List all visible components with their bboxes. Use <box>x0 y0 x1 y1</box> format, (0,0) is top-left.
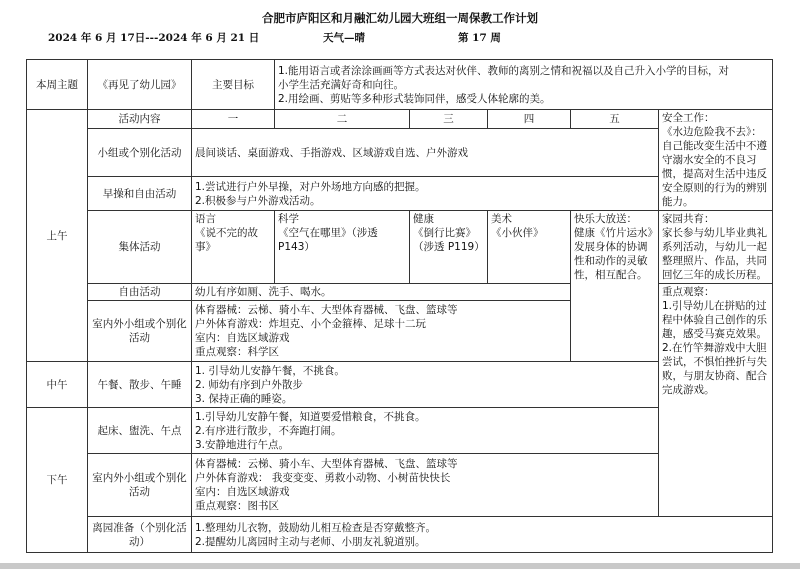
outdoor-line: 户外体育游戏： 我变变变、勇救小动物、小树苗快快长 <box>195 472 451 484</box>
small-group-content: 晨间谈话、桌面游戏、手指游戏、区域游戏自选、户外游戏 <box>192 129 659 177</box>
wake-line: 3.安静地进行午点。 <box>195 438 290 451</box>
exercise-content <box>192 177 659 211</box>
subject: 语言 <box>195 213 216 225</box>
outdoor-line: 室内：自选区域游戏 <box>195 486 290 498</box>
lesson-title: 《倒行比赛》 <box>413 227 476 239</box>
safety-cell <box>659 110 773 211</box>
free-row <box>27 284 773 301</box>
goal-line: 1.能用语言或者涂涂画画等方式表达对伙伴、教师的离别之情和祝福以及自己升入小学的目标，对 <box>278 64 730 77</box>
day-header: 三 <box>410 110 488 129</box>
goal-label: 主要目标 <box>192 60 275 110</box>
weekly-plan-table <box>26 59 773 553</box>
exercise-line: 2.积极参与户外游戏活动。 <box>195 194 321 207</box>
period-morning: 上午 <box>27 110 88 362</box>
day-header-row <box>27 110 773 129</box>
period-noon: 中午 <box>27 362 88 408</box>
day-header: 一 <box>192 110 275 129</box>
free-label: 自由活动 <box>88 284 192 301</box>
wake-line: 2.有序进行散步，不奔跑打闹。 <box>195 424 342 437</box>
afternoon-outdoor-label: 室内外小组或个别化活动 <box>88 454 192 517</box>
lesson-title: 《小伙伴》 <box>491 227 544 239</box>
outdoor-line: 室内：自选区域游戏 <box>195 332 290 344</box>
noon-line: 1. 引导幼儿安静午餐，不挑食。 <box>195 364 345 377</box>
exercise-line: 1.尝试进行户外早操，对户外场地方向感的把握。 <box>195 180 426 193</box>
outdoor-line: 重点观察：科学区 <box>195 346 279 358</box>
collective-label: 集体活动 <box>88 211 192 284</box>
period-afternoon: 下午 <box>27 408 88 553</box>
outdoor-line: 体育器械：云梯、骑小车、大型体育器械、飞盘、篮球等 <box>195 458 458 470</box>
outdoor-line: 体育器械：云梯、骑小车、大型体育器械、飞盘、篮球等 <box>195 304 458 316</box>
noon-label: 午餐、散步、午睡 <box>88 362 192 408</box>
observe-cell <box>659 284 773 517</box>
date-range: 2024 年 6 月 17日---2024 年 6 月 21 日 <box>48 32 260 44</box>
subject: 健康 <box>413 213 434 225</box>
free-content: 幼儿有序如厕、洗手、喝水。 <box>192 284 571 301</box>
activity-content-header: 活动内容 <box>88 110 192 129</box>
page-edge <box>0 563 800 569</box>
safety-text: 《水边危险我不去》：自己能改变生活中不遵守溺水安全的不良习惯，提高对生活中违反安全原则的行为的辨别能力。 <box>662 126 767 208</box>
collective-row <box>27 211 773 284</box>
subject: 美术 <box>491 213 512 225</box>
collective-wed <box>410 211 488 284</box>
weather: 天气—晴 <box>323 32 365 44</box>
morning-outdoor-label: 室内外小组或个别化活动 <box>88 301 192 362</box>
noon-content <box>192 362 659 408</box>
day-header: 五 <box>571 110 659 129</box>
wake-label: 起床、盥洗、午点 <box>88 408 192 454</box>
safety-title: 安全工作： <box>662 112 715 124</box>
outdoor-line: 重点观察：图书区 <box>195 500 279 512</box>
leave-content <box>192 517 773 553</box>
goal-line: 小学生活充满好奇和向往。 <box>278 78 404 91</box>
lesson-title: 《空气在哪里》（涉透 P143） <box>278 227 378 253</box>
small-group-label: 小组或个别化活动 <box>88 129 192 177</box>
observe-line: 1.引导幼儿在拼贴的过程中体验自己创作的乐趣，感受马赛克效果。 <box>662 300 767 340</box>
collective-thu <box>488 211 571 284</box>
noon-line: 2. 师幼有序到户外散步 <box>195 378 303 391</box>
afternoon-outdoor-content <box>192 454 659 517</box>
noon-line: 3. 保持正确的睡姿。 <box>195 392 293 405</box>
subject: 科学 <box>278 213 299 225</box>
leave-line: 1.整理幼儿衣物，鼓励幼儿相互检查是否穿戴整齐。 <box>195 521 437 534</box>
leave-label: 离园准备（个别化活动） <box>88 517 192 553</box>
lesson-ref: （涉透 P119） <box>413 241 485 253</box>
leave-line: 2.提醒幼儿离园时主动与老师、小朋友礼貌道别。 <box>195 535 426 548</box>
theme-value: 《再见了幼儿园》 <box>88 60 192 110</box>
day-header: 二 <box>275 110 410 129</box>
exercise-label: 早操和自由活动 <box>88 177 192 211</box>
week-number: 第 17 周 <box>458 32 501 44</box>
lesson-title: 《说不完的故事》 <box>195 227 258 253</box>
goal-line: 2.用绘画、剪贴等多种形式装饰同伴，感受人体轮廓的美。 <box>278 92 551 105</box>
day-header: 四 <box>488 110 571 129</box>
page-title: 合肥市庐阳区和月融汇幼儿园大班组一周保教工作计划 <box>262 11 538 25</box>
morning-outdoor-content <box>192 301 571 362</box>
lesson-goal: 发展身体的协调性和动作的灵敏性，相互配合。 <box>574 241 648 281</box>
family-title: 家园共育： <box>662 213 715 225</box>
wake-content <box>192 408 659 454</box>
wake-line: 1.引导幼儿安静午餐，知道要爱惜粮食，不挑食。 <box>195 410 426 423</box>
subject: 快乐大放送： <box>574 213 637 225</box>
leave-row <box>27 517 773 553</box>
goal-content <box>275 60 773 110</box>
theme-row <box>27 60 773 110</box>
collective-mon <box>192 211 275 284</box>
lesson-title: 健康《竹片运水》 <box>574 227 658 239</box>
collective-tue <box>275 211 410 284</box>
outdoor-line: 户外体育游戏：炸坦克、小个金箍棒、足球十二玩 <box>195 318 426 330</box>
collective-fri <box>571 211 659 362</box>
observe-line: 2.在竹竿舞游戏中大胆尝试，不惧怕挫折与失败，与朋友协商、配合完成游戏。 <box>662 342 767 396</box>
observe-title: 重点观察： <box>662 286 715 298</box>
family-text: 家长参与幼儿毕业典礼系列活动，与幼儿一起整理照片、作品，共同回忆三年的成长历程。 <box>662 227 767 281</box>
theme-label: 本周主题 <box>27 60 88 110</box>
family-cell <box>659 211 773 284</box>
